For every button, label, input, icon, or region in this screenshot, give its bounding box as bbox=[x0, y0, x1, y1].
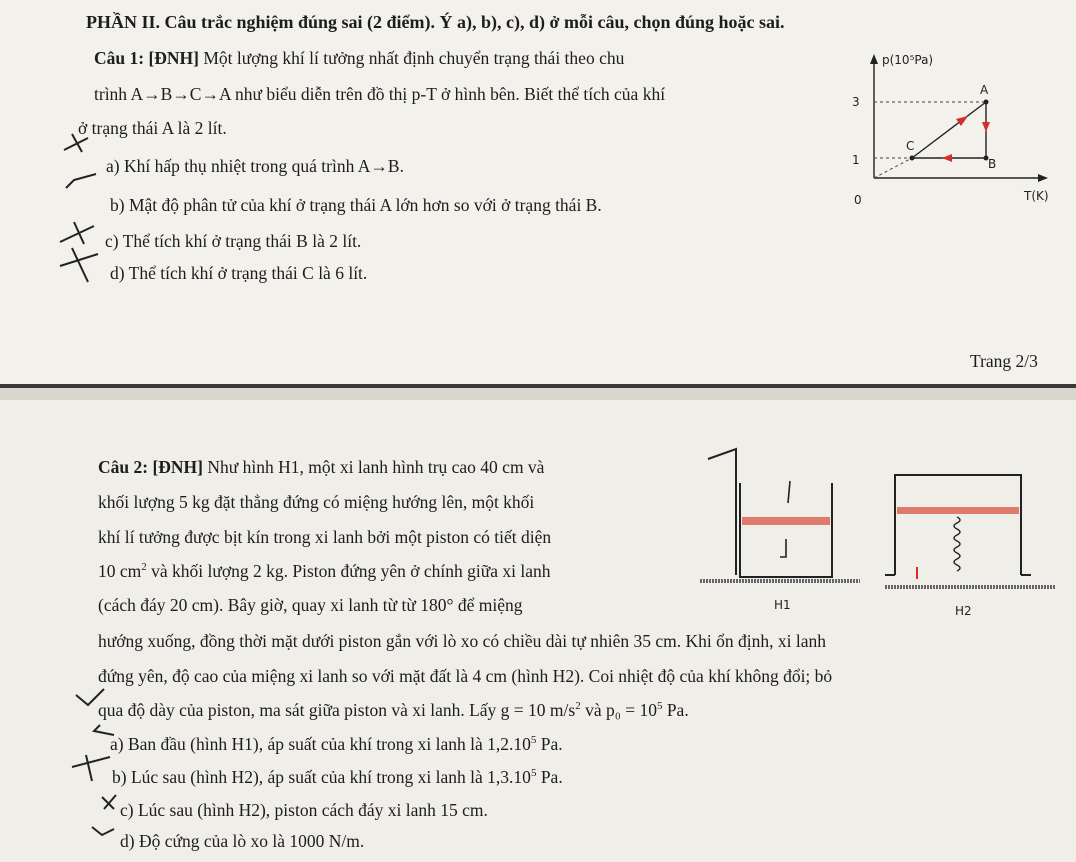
q1-text-2: trình A→B→C→A như biểu diễn trên đồ thị p-T ở hình bên. Biết thể tích của khí bbox=[94, 84, 666, 104]
section-title: PHẦN II. Câu trắc nghiệm đúng sai (2 điểm). Ý a), b), c), d) ở mỗi câu, chọn đúng hoặc sai. bbox=[86, 12, 785, 32]
q1-handwritten-marks bbox=[58, 130, 108, 290]
q1-text-3: ở trạng thái A là 2 lít. bbox=[78, 118, 227, 138]
graph-y-label: p(10⁵Pa) bbox=[882, 53, 934, 67]
h2-label: H2 bbox=[955, 604, 972, 618]
q2-option-a-sup: 5 bbox=[530, 734, 537, 746]
q2-text-8a: qua độ dày của piston, ma sát giữa piston và xi lanh. Lấy g = 10 m/s bbox=[98, 700, 576, 720]
arrow-c-a bbox=[956, 116, 968, 126]
q2-text-3: khí lí tưởng được bịt kín trong xi lanh bởi một piston có tiết diện bbox=[98, 527, 552, 547]
q1-option-c: c) Thể tích khí ở trạng thái B là 2 lít. bbox=[105, 231, 362, 251]
point-c-dot bbox=[910, 156, 915, 161]
h1-piston bbox=[742, 517, 830, 525]
q2-option-d: d) Độ cứng của lò xo là 1000 N/m. bbox=[120, 831, 365, 851]
q2-line-1 bbox=[98, 456, 544, 478]
figure-h2 bbox=[885, 455, 1060, 620]
q2-text-8-sup2: 5 bbox=[656, 700, 663, 712]
q1-option-d: d) Thể tích khí ở trạng thái C là 6 lít. bbox=[110, 263, 368, 283]
q2-line-4 bbox=[98, 560, 551, 582]
h1-mark-bottom bbox=[780, 539, 786, 557]
q2-text-1: Như hình H1, một xi lanh hình trụ cao 40 cm và bbox=[207, 457, 545, 477]
h2-piston bbox=[897, 507, 1019, 514]
q2-option-c: c) Lúc sau (hình H2), piston cách đáy xi lanh 15 cm. bbox=[120, 800, 488, 820]
point-a-dot bbox=[984, 100, 989, 105]
graph-guide-origin bbox=[874, 158, 912, 178]
h1-mark-top bbox=[788, 481, 790, 503]
q1-option-a: a) Khí hấp thụ nhiệt trong quá trình A→B. bbox=[106, 156, 404, 176]
graph-y-arrow bbox=[870, 54, 878, 64]
q2-option-a-end: Pa. bbox=[536, 734, 563, 754]
graph-x-arrow bbox=[1038, 174, 1048, 182]
q2-text-7: đứng yên, độ cao của miệng xi lanh so với mặt đất là 4 cm (hình H2). Coi nhiệt độ của khí không đổi; bỏ bbox=[98, 666, 833, 686]
q2-text-5: (cách đáy 20 cm). Bây giờ, quay xi lanh từ từ 180° để miệng bbox=[98, 595, 523, 615]
point-a-label: A bbox=[980, 83, 989, 97]
q2-option-a-text: a) Ban đầu (hình H1), áp suất của khí trong xi lanh là 1,2.10 bbox=[110, 734, 531, 754]
graph-tick-1: 1 bbox=[852, 153, 860, 167]
h2-cylinder bbox=[895, 475, 1021, 575]
q2-text-8c: Pa. bbox=[662, 700, 689, 720]
q2-option-b-text: b) Lúc sau (hình H2), áp suất của khí trong xi lanh là 1,3.10 bbox=[112, 767, 531, 787]
q1-option-b: b) Mật độ phân tử của khí ở trạng thái A lớn hơn so với ở trạng thái B. bbox=[110, 195, 602, 215]
arrow-a-b bbox=[982, 122, 990, 132]
q2-handwritten-marks bbox=[70, 685, 122, 845]
q2-text-4b: và khối lượng 2 kg. Piston đứng yên ở chính giữa xi lanh bbox=[146, 561, 551, 581]
q2-label: Câu 2: [ĐNH] bbox=[98, 457, 203, 477]
q1-text-1: Một lượng khí lí tưởng nhất định chuyển trạng thái theo chu bbox=[203, 48, 625, 68]
h1-cylinder bbox=[740, 483, 832, 577]
q2-text-4a: 10 cm bbox=[98, 561, 142, 581]
q2-option-b bbox=[112, 766, 563, 788]
arrow-b-c bbox=[942, 154, 952, 162]
q2-text-6: hướng xuống, đồng thời mặt dưới piston gắn với lò xo có chiều dài tự nhiên 35 cm. Khi ổn định, xi lanh bbox=[98, 631, 826, 651]
h2-spring bbox=[954, 517, 960, 571]
q1-line-1 bbox=[94, 47, 624, 69]
process-c-a bbox=[912, 102, 986, 158]
page-gap bbox=[0, 388, 1076, 400]
graph-origin: 0 bbox=[854, 193, 862, 207]
q2-text-8-sup: 2 bbox=[575, 700, 581, 712]
q2-text-2: khối lượng 5 kg đặt thẳng đứng có miệng hướng lên, một khối bbox=[98, 492, 535, 512]
q2-option-b-sup: 5 bbox=[530, 767, 537, 779]
point-b-label: B bbox=[988, 157, 997, 171]
q2-line-8 bbox=[98, 699, 689, 721]
h1-label: H1 bbox=[774, 598, 791, 612]
h1-bracket bbox=[708, 449, 736, 575]
q2-option-b-end: Pa. bbox=[536, 767, 563, 787]
point-c-label: C bbox=[906, 139, 915, 153]
q2-text-8b: và p₀ = 10 bbox=[580, 700, 657, 720]
figure-h1 bbox=[700, 445, 870, 620]
page-number: Trang 2/3 bbox=[970, 351, 1038, 371]
q2-option-a bbox=[110, 733, 563, 755]
q1-label: Câu 1: [ĐNH] bbox=[94, 48, 199, 68]
pT-graph bbox=[840, 50, 1076, 220]
q2-text-4-sup: 2 bbox=[141, 561, 147, 573]
graph-x-label: T(K) bbox=[1024, 189, 1049, 203]
graph-tick-3: 3 bbox=[852, 95, 860, 109]
